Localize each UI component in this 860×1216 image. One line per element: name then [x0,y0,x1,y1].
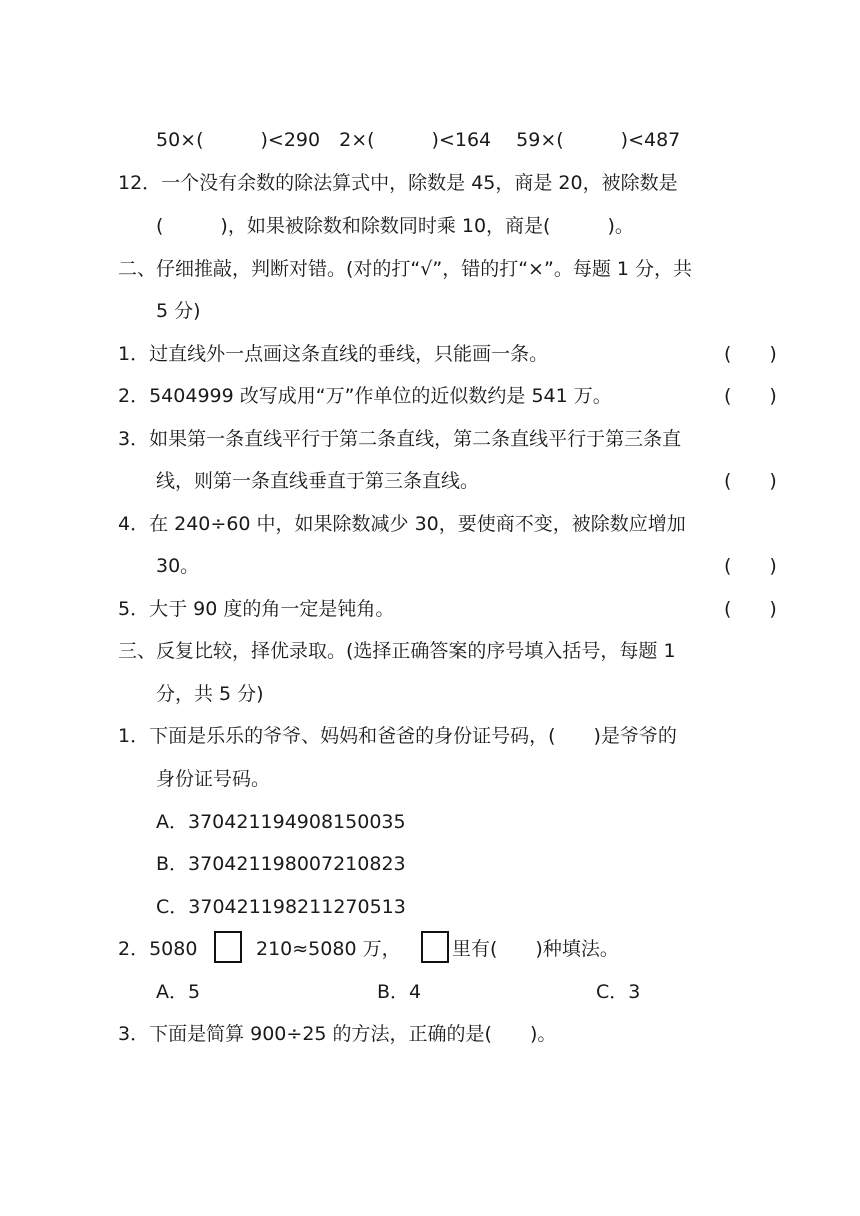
choice-question-2-part-3: 里有( )种填法。 [452,938,619,960]
option-b: B．370421198007210823 [156,853,406,875]
judge-item-5: 5．大于 90 度的角一定是钝角。 [118,598,395,620]
option-a: A．370421194908150035 [156,811,406,833]
answer-paren: ( ) [724,343,777,365]
section-2-heading: 二、仔细推敲，判断对错。(对的打“√”，错的打“×”。每题 1 分，共 [118,258,692,280]
option-c: C．370421198211270513 [156,896,406,918]
blank-box [214,931,242,963]
option-a: A．5 [156,981,201,1003]
judge-item-4-continued: 30。 [156,555,200,577]
judge-item-4: 4．在 240÷60 中，如果除数减少 30，要使商不变，被除数应增加 [118,513,686,535]
judge-item-1: 1．过直线外一点画这条直线的垂线，只能画一条。 [118,343,549,365]
blank-box [421,931,449,963]
section-2-heading-continued: 5 分) [156,300,201,322]
answer-paren: ( ) [724,385,777,407]
option-c: C．3 [596,981,641,1003]
choice-question-2-part-2: 210≈5080 万， [256,938,401,960]
choice-question-1-continued: 身份证号码。 [156,768,271,790]
choice-question-3: 3．下面是简算 900÷25 的方法，正确的是( )。 [118,1023,557,1045]
section-3-heading-continued: 分，共 5 分) [156,683,264,705]
section-3-heading: 三、反复比较，择优录取。(选择正确答案的序号填入括号，每题 1 [118,640,676,662]
question-12: 12．一个没有余数的除法算式中，除数是 45，商是 20，被除数是 [118,172,678,194]
answer-paren: ( ) [724,598,777,620]
question-12-continued: ( )，如果被除数和除数同时乘 10，商是( )。 [156,215,634,237]
inequality-line: 50×( )<290 2×( )<164 59×( )<487 [156,129,681,151]
judge-item-2: 2．5404999 改写成用“万”作单位的近似数约是 541 万。 [118,385,612,407]
option-b: B．4 [377,981,422,1003]
choice-question-1: 1．下面是乐乐的爷爷、妈妈和爸爸的身份证号码，( )是爷爷的 [118,725,677,747]
judge-item-3: 3．如果第一条直线平行于第二条直线，第二条直线平行于第三条直 [118,428,682,450]
judge-item-3-continued: 线，则第一条直线垂直于第三条直线。 [156,470,480,492]
answer-paren: ( ) [724,555,777,577]
choice-question-2-part-1: 2．5080 [118,938,198,960]
answer-paren: ( ) [724,470,777,492]
